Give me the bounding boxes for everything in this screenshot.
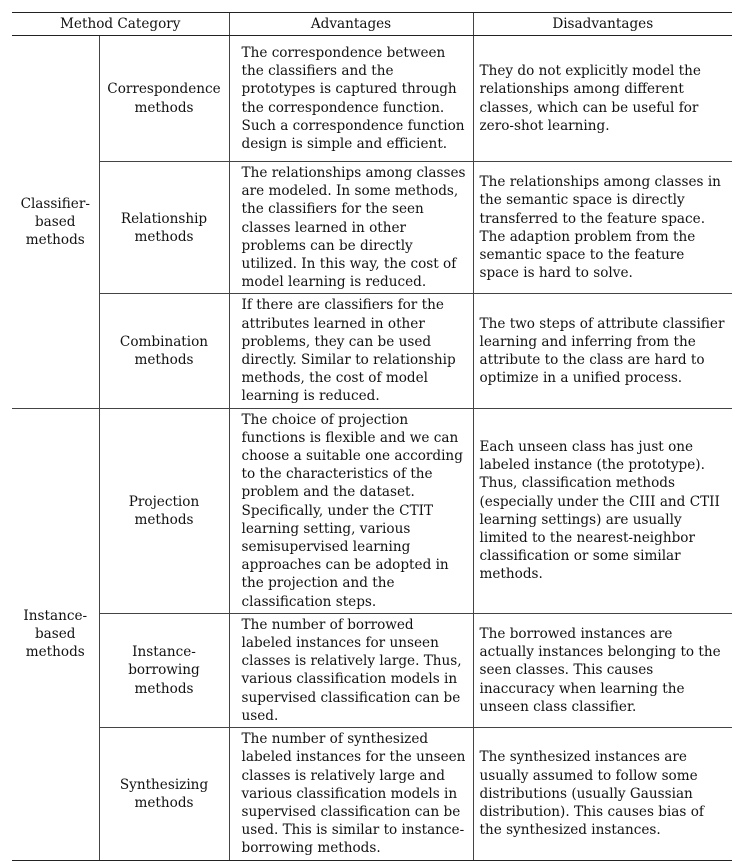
table-row xyxy=(12,162,732,294)
method-line: methods xyxy=(134,794,194,811)
method-line: methods xyxy=(134,680,194,697)
disadvantages-cell: They do not explicitly model the relationships among different classes, which can be useful for zero-shot learning. xyxy=(473,36,732,162)
category-classifier-based xyxy=(12,36,99,409)
disadvantages-cell: The synthesized instances are usually assumed to follow some distributions (usually Gaussian distribution). This causes bias of the synthesized instances. xyxy=(473,728,732,860)
disadvantages-cell: Each unseen class has just one labeled instance (the prototype). Thus, classification methods (especially under the CIII and CTII learning settings) are usually limited to the nearest-neighbor classification or some similar methods. xyxy=(473,408,732,613)
method-line: methods xyxy=(134,352,194,369)
method-line: methods xyxy=(134,99,194,116)
category-line: based xyxy=(34,213,76,230)
advantages-cell: The correspondence between the classifiers and the prototypes is captured through the correspondence function. Such a correspondence function design is simple and efficient. xyxy=(229,36,473,162)
table-row xyxy=(12,36,732,162)
method-synthesizing xyxy=(99,728,229,860)
advantages-cell: The choice of projection functions is flexible and we can choose a suitable one according to the characteristics of the problem and the dataset. Specifically, under the CTIT learning setting, various semisupervised learning approaches can be adopted in the projection and the classification steps. xyxy=(229,408,473,613)
advantages-cell: The number of borrowed labeled instances for unseen classes is relatively large. Thus, various classification models in supervised classification can be used. xyxy=(229,613,473,727)
category-line: methods xyxy=(25,231,85,248)
table-row xyxy=(12,408,732,613)
table-row xyxy=(12,294,732,408)
method-line: Relationship xyxy=(120,210,208,227)
method-line: borrowing xyxy=(128,662,200,679)
table-row xyxy=(12,613,732,727)
category-line: Classifier- xyxy=(20,195,90,212)
category-line: methods xyxy=(25,644,85,661)
method-line: Projection xyxy=(128,493,200,510)
method-line: Synthesizing xyxy=(119,776,209,793)
method-line: Correspondence xyxy=(107,81,221,98)
disadvantages-cell: The two steps of attribute classifier learning and inferring from the attribute to the class are hard to optimize in a unified process. xyxy=(473,294,732,408)
method-projection xyxy=(99,408,229,613)
table-row xyxy=(12,728,732,860)
method-line: Combination xyxy=(119,333,209,350)
category-instance-based xyxy=(12,408,99,860)
advantages-cell: The number of synthesized labeled instances for the unseen classes is relatively large and various classification models in supervised classification can be used. This is similar to instance-borrowing methods. xyxy=(229,728,473,860)
method-line: Instance- xyxy=(132,644,196,661)
header-row xyxy=(12,13,732,36)
method-combination xyxy=(99,294,229,408)
method-relationship xyxy=(99,162,229,294)
header-method-category: Method Category xyxy=(12,13,229,36)
method-correspondence xyxy=(99,36,229,162)
method-line: methods xyxy=(134,511,194,528)
disadvantages-cell: The relationships among classes in the semantic space is directly transferred to the feature space. The adaption problem from the semantic space to the feature space is hard to solve. xyxy=(473,162,732,294)
category-line: Instance- xyxy=(23,607,88,624)
advantages-cell: If there are classifiers for the attributes learned in other problems, they can be used directly. Similar to relationship methods, the cost of model learning is reduced. xyxy=(229,294,473,408)
category-line: based xyxy=(34,625,76,642)
advantages-cell: The relationships among classes are modeled. In some methods, the classifiers for the seen classes learned in other problems can be directly utilized. In this way, the cost of model learning is reduced. xyxy=(229,162,473,294)
disadvantages-cell: The borrowed instances are actually instances belonging to the seen classes. This causes inaccuracy when learning the unseen class classifier. xyxy=(473,613,732,727)
header-advantages: Advantages xyxy=(229,13,473,36)
header-disadvantages: Disadvantages xyxy=(473,13,732,36)
method-line: methods xyxy=(134,228,194,245)
methods-comparison-table xyxy=(12,12,732,861)
method-instance-borrowing xyxy=(99,613,229,727)
